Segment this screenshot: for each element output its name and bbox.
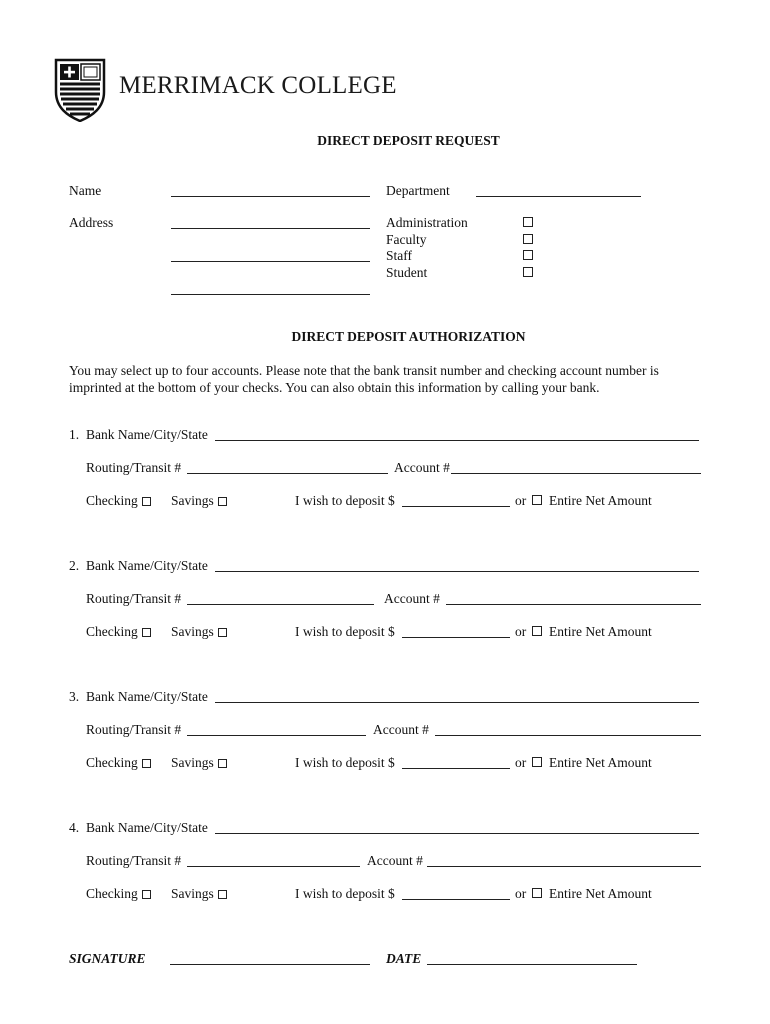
department-field[interactable] [476, 196, 641, 197]
savings-checkbox[interactable] [218, 628, 227, 637]
college-name: MERRIMACK COLLEGE [119, 72, 397, 99]
type-staff-checkbox[interactable] [523, 250, 533, 260]
bank-name-label: Bank Name/City/State [86, 558, 208, 573]
account-number: 2. [69, 558, 80, 573]
deposit-amount-field[interactable] [402, 637, 510, 638]
savings-checkbox[interactable] [218, 759, 227, 768]
savings-checkbox[interactable] [218, 497, 227, 506]
address-line-2[interactable] [171, 261, 370, 262]
routing-label: Routing/Transit # [86, 591, 182, 606]
bank-name-field[interactable] [215, 702, 699, 703]
routing-label: Routing/Transit # [86, 853, 182, 868]
checking-option[interactable] [86, 625, 151, 639]
checking-label: Checking [86, 755, 138, 770]
entire-net-checkbox[interactable] [532, 626, 542, 636]
routing-field[interactable] [187, 604, 374, 605]
deposit-amount-field[interactable] [402, 506, 510, 507]
department-label: Department [386, 183, 450, 198]
authorization-intro: You may select up to four accounts. Please note that the bank transit number and checking account number is imprinted at the bottom of your checks. You can also obtain this information by calling your bank. [69, 363, 659, 395]
or-label: or [515, 624, 527, 639]
checking-option[interactable] [86, 756, 151, 770]
bank-name-field[interactable] [215, 440, 699, 441]
name-label: Name [69, 183, 102, 198]
savings-option[interactable] [171, 494, 227, 508]
type-administration-checkbox[interactable] [523, 217, 533, 227]
account-field[interactable] [446, 604, 701, 605]
account-label: Account # [384, 591, 440, 606]
deposit-label: I wish to deposit $ [295, 886, 395, 901]
checking-label: Checking [86, 886, 138, 901]
name-field[interactable] [171, 196, 370, 197]
checking-checkbox[interactable] [142, 497, 151, 506]
type-staff-label: Staff [386, 248, 412, 263]
deposit-label: I wish to deposit $ [295, 755, 395, 770]
or-label: or [515, 755, 527, 770]
account-label: Account # [367, 853, 423, 868]
bank-name-field[interactable] [215, 571, 699, 572]
routing-field[interactable] [187, 866, 360, 867]
checking-label: Checking [86, 493, 138, 508]
account-number: 1. [69, 427, 80, 442]
or-label: or [515, 886, 527, 901]
entire-net-label: Entire Net Amount [549, 886, 652, 901]
bank-name-label: Bank Name/City/State [86, 820, 208, 835]
routing-field[interactable] [187, 735, 366, 736]
authorization-title: DIRECT DEPOSIT AUTHORIZATION [291, 329, 526, 344]
account-field[interactable] [435, 735, 701, 736]
entire-net-checkbox[interactable] [532, 495, 542, 505]
address-line-1[interactable] [171, 228, 370, 229]
signature-field[interactable] [170, 964, 370, 965]
savings-option[interactable] [171, 887, 227, 901]
deposit-label: I wish to deposit $ [295, 493, 395, 508]
deposit-amount-field[interactable] [402, 768, 510, 769]
savings-option[interactable] [171, 756, 227, 770]
account-number: 3. [69, 689, 80, 704]
deposit-amount-field[interactable] [402, 899, 510, 900]
entire-net-label: Entire Net Amount [549, 755, 652, 770]
type-student-checkbox[interactable] [523, 267, 533, 277]
savings-option[interactable] [171, 625, 227, 639]
checking-checkbox[interactable] [142, 890, 151, 899]
account-field[interactable] [427, 866, 701, 867]
entire-net-checkbox[interactable] [532, 888, 542, 898]
signature-label: SIGNATURE [69, 951, 146, 966]
routing-field[interactable] [187, 473, 388, 474]
account-number: 4. [69, 820, 80, 835]
date-label: DATE [386, 951, 422, 966]
college-shield-logo [54, 58, 106, 122]
savings-label: Savings [171, 886, 214, 901]
checking-checkbox[interactable] [142, 759, 151, 768]
bank-name-label: Bank Name/City/State [86, 427, 208, 442]
savings-label: Savings [171, 755, 214, 770]
account-label: Account # [394, 460, 450, 475]
deposit-label: I wish to deposit $ [295, 624, 395, 639]
bank-name-label: Bank Name/City/State [86, 689, 208, 704]
savings-label: Savings [171, 624, 214, 639]
checking-option[interactable] [86, 887, 151, 901]
savings-checkbox[interactable] [218, 890, 227, 899]
checking-checkbox[interactable] [142, 628, 151, 637]
date-field[interactable] [427, 964, 637, 965]
account-field[interactable] [451, 473, 701, 474]
savings-label: Savings [171, 493, 214, 508]
checking-label: Checking [86, 624, 138, 639]
checking-option[interactable] [86, 494, 151, 508]
bank-name-field[interactable] [215, 833, 699, 834]
type-faculty-checkbox[interactable] [523, 234, 533, 244]
type-faculty-label: Faculty [386, 232, 427, 247]
type-administration-label: Administration [386, 215, 468, 230]
routing-label: Routing/Transit # [86, 722, 182, 737]
entire-net-label: Entire Net Amount [549, 624, 652, 639]
form-title: DIRECT DEPOSIT REQUEST [317, 133, 500, 148]
routing-label: Routing/Transit # [86, 460, 182, 475]
or-label: or [515, 493, 527, 508]
address-line-3[interactable] [171, 294, 370, 295]
type-student-label: Student [386, 265, 428, 280]
address-label: Address [69, 215, 114, 230]
account-label: Account # [373, 722, 429, 737]
entire-net-checkbox[interactable] [532, 757, 542, 767]
entire-net-label: Entire Net Amount [549, 493, 652, 508]
